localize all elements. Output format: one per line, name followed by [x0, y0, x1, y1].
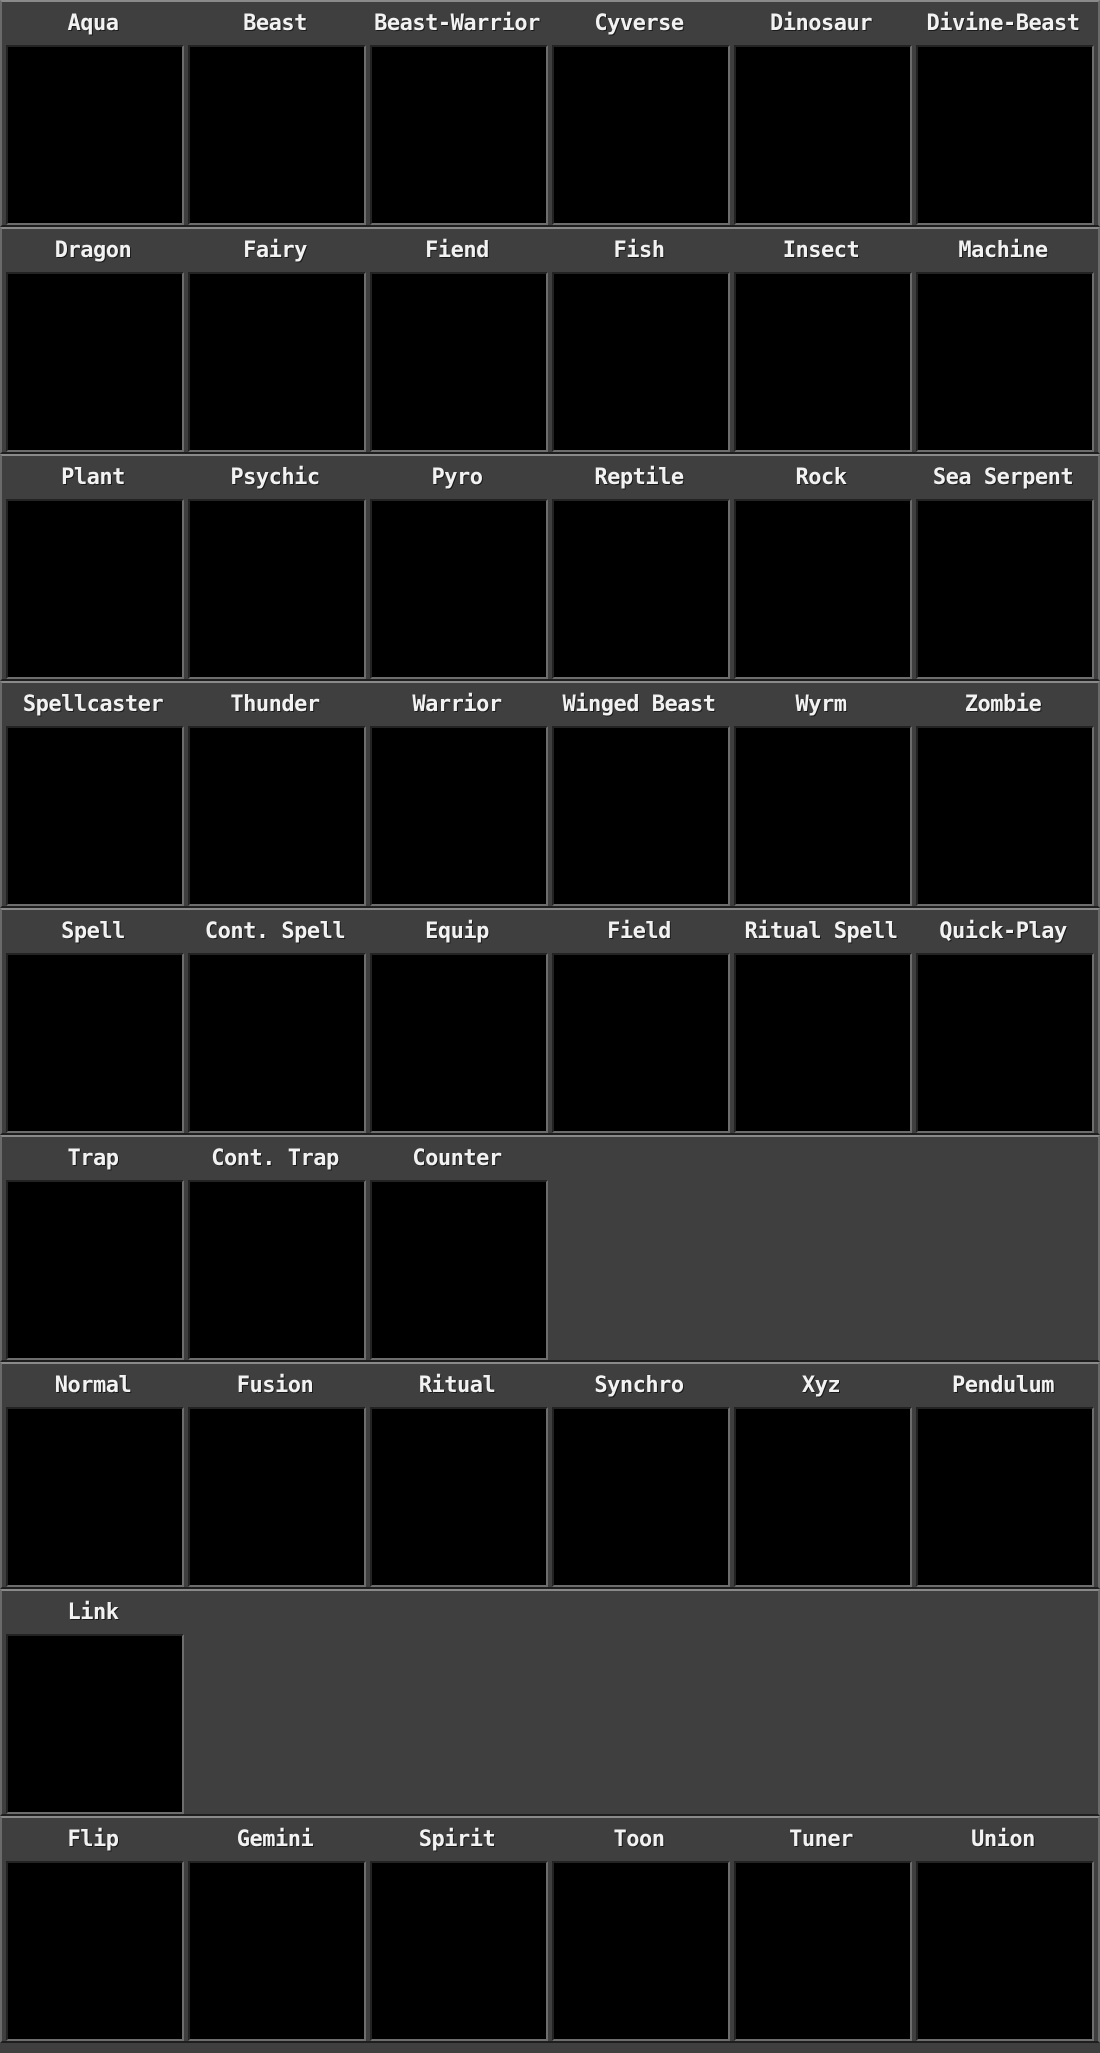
icon-label-thunder: Thunder: [230, 692, 320, 717]
pendulum-icon: [916, 1407, 1094, 1587]
icon-label-synchro: Synchro: [594, 1373, 684, 1398]
icon-label-pendulum: Pendulum: [952, 1373, 1054, 1398]
beast-warrior-icon: [370, 45, 548, 225]
icon-cell-machine: [912, 229, 1094, 456]
rock-icon: [734, 499, 912, 679]
group-monster-types-1: [0, 0, 1100, 227]
icon-cell-fiend: [366, 229, 548, 456]
icon-label-link: Link: [67, 1600, 119, 1625]
wyrm-icon: [734, 726, 912, 906]
flip-icon: [6, 1861, 184, 2041]
field-icon: [552, 953, 730, 1133]
icon-label-dinosaur: Dinosaur: [770, 11, 872, 36]
icon-cell-warrior: [366, 683, 548, 910]
trap-icon: [6, 1180, 184, 1360]
icon-cell-spellcaster: [2, 683, 184, 910]
icon-cell-normal: [2, 1364, 184, 1591]
icon-label-warrior: Warrior: [412, 692, 502, 717]
icon-cell-spirit: [366, 1818, 548, 2045]
icon-label-xyz: Xyz: [801, 1373, 841, 1398]
icon-cell-zombie: [912, 683, 1094, 910]
icon-cell-aqua: [2, 2, 184, 229]
icon-cell-plant: [2, 456, 184, 683]
icon-cell-synchro: [548, 1364, 730, 1591]
icon-cell-psychic: [184, 456, 366, 683]
icon-label-plant: Plant: [61, 465, 125, 490]
icon-label-winged-beast: Winged Beast: [562, 692, 716, 717]
icon-cell-flip: [2, 1818, 184, 2045]
icon-cell-sea-serpent: [912, 456, 1094, 683]
icon-label-fairy: Fairy: [243, 238, 307, 263]
icon-label-gemini: Gemini: [236, 1827, 314, 1852]
icon-label-insect: Insect: [782, 238, 860, 263]
icon-cell-dragon: [2, 229, 184, 456]
icon-cell-fusion: [184, 1364, 366, 1591]
icon-label-aqua: Aqua: [67, 11, 119, 36]
icon-cell-tuner: [730, 1818, 912, 2045]
icon-label-normal: Normal: [54, 1373, 132, 1398]
spellcaster-icon: [6, 726, 184, 906]
icon-label-spell: Spell: [61, 919, 125, 944]
icon-label-flip: Flip: [67, 1827, 119, 1852]
icon-label-field: Field: [607, 919, 671, 944]
icon-cell-gemini: [184, 1818, 366, 2045]
icon-cell-pendulum: [912, 1364, 1094, 1591]
icon-label-psychic: Psychic: [230, 465, 320, 490]
spirit-icon: [370, 1861, 548, 2041]
counter-icon: [370, 1180, 548, 1360]
icon-label-counter: Counter: [412, 1146, 502, 1171]
group-monster-types-3: [0, 454, 1100, 681]
icon-label-sea-serpent: Sea Serpent: [932, 465, 1074, 490]
pyro-icon: [370, 499, 548, 679]
icon-label-cont-spell: Cont. Spell: [204, 919, 346, 944]
group-monster-types-2: [0, 227, 1100, 454]
fish-icon: [552, 272, 730, 452]
icon-label-union: Union: [971, 1827, 1035, 1852]
icon-cell-toon: [548, 1818, 730, 2045]
fiend-icon: [370, 272, 548, 452]
machine-icon: [916, 272, 1094, 452]
icon-label-reptile: Reptile: [594, 465, 684, 490]
icon-cell-cont-trap: [184, 1137, 366, 1364]
reptile-icon: [552, 499, 730, 679]
icon-label-beast-warrior: Beast-Warrior: [374, 11, 540, 36]
icon-label-rock: Rock: [795, 465, 847, 490]
icon-cell-beast: [184, 2, 366, 229]
group-trap-types: [0, 1135, 1100, 1362]
icon-cell-cont-spell: [184, 910, 366, 1137]
equip-icon: [370, 953, 548, 1133]
icon-cell-union: [912, 1818, 1094, 2045]
icon-cell-pyro: [366, 456, 548, 683]
warrior-icon: [370, 726, 548, 906]
icon-cell-field: [548, 910, 730, 1137]
thunder-icon: [188, 726, 366, 906]
cyverse-icon: [552, 45, 730, 225]
icon-cell-beast-warrior: [366, 2, 548, 229]
normal-icon: [6, 1407, 184, 1587]
spell-icon: [6, 953, 184, 1133]
icon-label-fish: Fish: [613, 238, 665, 263]
toon-icon: [552, 1861, 730, 2041]
icon-label-tuner: Tuner: [789, 1827, 853, 1852]
quick-play-icon: [916, 953, 1094, 1133]
ritual-icon: [370, 1407, 548, 1587]
icon-label-fusion: Fusion: [236, 1373, 314, 1398]
icon-cell-dinosaur: [730, 2, 912, 229]
psychic-icon: [188, 499, 366, 679]
icon-label-cont-trap: Cont. Trap: [211, 1146, 339, 1171]
plant-icon: [6, 499, 184, 679]
divine-beast-icon: [916, 45, 1094, 225]
icon-label-wyrm: Wyrm: [795, 692, 847, 717]
beast-icon: [188, 45, 366, 225]
icon-cell-link: [2, 1591, 184, 1818]
fusion-icon: [188, 1407, 366, 1587]
icon-label-machine: Machine: [958, 238, 1048, 263]
icon-label-dragon: Dragon: [54, 238, 132, 263]
xyz-icon: [734, 1407, 912, 1587]
icon-label-toon: Toon: [613, 1827, 665, 1852]
gemini-icon: [188, 1861, 366, 2041]
group-link-frame: [0, 1589, 1100, 1816]
icon-label-spellcaster: Spellcaster: [22, 692, 164, 717]
zombie-icon: [916, 726, 1094, 906]
icon-cell-ritual: [366, 1364, 548, 1591]
icon-cell-rock: [730, 456, 912, 683]
icon-cell-counter: [366, 1137, 548, 1364]
icon-label-quick-play: Quick-Play: [939, 919, 1067, 944]
cont-trap-icon: [188, 1180, 366, 1360]
group-card-frames: [0, 1362, 1100, 1589]
icon-label-spirit: Spirit: [418, 1827, 496, 1852]
icon-cell-fairy: [184, 229, 366, 456]
ritual-spell-icon: [734, 953, 912, 1133]
icon-label-ritual-spell: Ritual Spell: [744, 919, 898, 944]
insect-icon: [734, 272, 912, 452]
icon-cell-reptile: [548, 456, 730, 683]
icon-label-beast: Beast: [243, 11, 307, 36]
icon-cell-quick-play: [912, 910, 1094, 1137]
icon-cell-equip: [366, 910, 548, 1137]
icon-cell-thunder: [184, 683, 366, 910]
icon-label-pyro: Pyro: [431, 465, 483, 490]
icon-cell-cyverse: [548, 2, 730, 229]
sea-serpent-icon: [916, 499, 1094, 679]
group-monster-abilities: [0, 1816, 1100, 2043]
icon-cell-trap: [2, 1137, 184, 1364]
icon-cell-spell: [2, 910, 184, 1137]
dragon-icon: [6, 272, 184, 452]
icon-cell-wyrm: [730, 683, 912, 910]
icon-cell-divine-beast: [912, 2, 1094, 229]
icon-cell-ritual-spell: [730, 910, 912, 1137]
icon-cell-fish: [548, 229, 730, 456]
icon-cell-insect: [730, 229, 912, 456]
aqua-icon: [6, 45, 184, 225]
tuner-icon: [734, 1861, 912, 2041]
synchro-icon: [552, 1407, 730, 1587]
group-spell-types: [0, 908, 1100, 1135]
icon-label-divine-beast: Divine-Beast: [926, 11, 1080, 36]
icon-cell-winged-beast: [548, 683, 730, 910]
icon-label-fiend: Fiend: [425, 238, 489, 263]
icon-label-equip: Equip: [425, 919, 489, 944]
cont-spell-icon: [188, 953, 366, 1133]
link-icon: [6, 1634, 184, 1814]
winged-beast-icon: [552, 726, 730, 906]
icon-cell-xyz: [730, 1364, 912, 1591]
union-icon: [916, 1861, 1094, 2041]
icon-label-ritual: Ritual: [418, 1373, 496, 1398]
icon-label-zombie: Zombie: [964, 692, 1042, 717]
icon-label-cyverse: Cyverse: [594, 11, 684, 36]
icon-label-trap: Trap: [67, 1146, 119, 1171]
dinosaur-icon: [734, 45, 912, 225]
fairy-icon: [188, 272, 366, 452]
group-monster-types-4: [0, 681, 1100, 908]
